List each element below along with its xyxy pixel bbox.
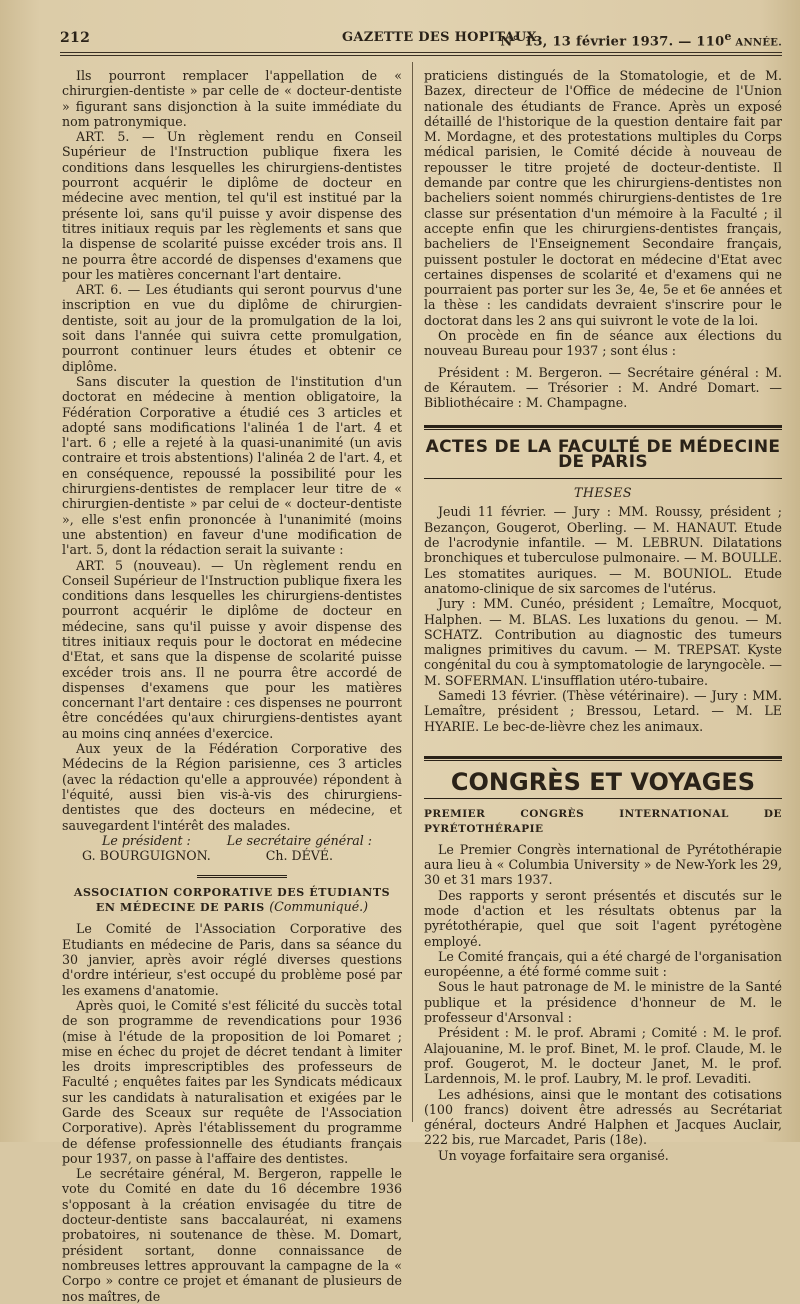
paragraph: Le Comité de l'Association Corporative des Etudiants en médecine de Paris, dans sa séance du 30 janvier, après avoir réglé diverses questions d'ordre intérieur, s'est occupé du problème posé par les examens d'anatomie.	[62, 921, 402, 998]
page-header	[60, 28, 782, 50]
issue-info	[500, 30, 782, 49]
issue-year: ANNÉE.	[731, 37, 782, 49]
section-rule	[424, 425, 782, 430]
paragraph: Le secrétaire général, M. Bergeron, rappelle le vote du Comité en date du 16 décembre 1936 s'opposant à la création envisagée du titre de docteur-dentiste sans baccalauréat, ni examens probatoires, ni soutenance de thèse. M. Domart, président sortant, donne connaissance de nombreuses lettres approuvant la campagne de la « Corpo » contre ce projet et émanant de plusieurs de nos maîtres, de	[62, 1166, 402, 1304]
section-heading-association	[62, 886, 402, 915]
issue-text: N° 13, 13 février 1937. — 110	[500, 34, 725, 50]
paragraph: ART. 6. — Les étudiants qui seront pourvus d'une inscription en vue du diplôme de chirurgien-dentiste, soit au jour de la promulgation de la loi, soit dans l'année qui suivra cette promulgation, pourront continuer leurs études et obtenir ce diplôme.	[62, 282, 402, 374]
paragraph: Les adhésions, ainsi que le montant des cotisations (100 francs) doivent être adressés au Secrétariat général, docteurs André Halphen et Jacques Auclair, 222 bis, rue Marcadet, Paris (18e).	[424, 1086, 782, 1148]
paragraph: On procède en fin de séance aux élections du nouveau Bureau pour 1937 ; sont élus :	[424, 328, 782, 359]
journal-title: GAZETTE DES HOPITAUX	[342, 30, 537, 45]
page-number: 212	[60, 30, 91, 46]
paragraph: Après quoi, le Comité s'est félicité du succès total de son programme de revendications pour 1936 (mise à l'étude de la proposition de loi Pomaret ; mise en échec du projet de décret tendant à limiter les droits imprescriptibles des professeurs de Faculté ; enquêtes faites par les Syndicats médicaux sur les candidats à naturalisation et exigées par le Garde des Sceaux sur requête de l'Association Corporative). Après l'établissement du programme de défense professionnelle des étudiants français pour 1937, on passe à l'affaire des dentistes.	[62, 997, 402, 1166]
issue-sup: e	[724, 30, 732, 43]
column-divider	[412, 62, 413, 1122]
paragraph: Aux yeux de la Fédération Corporative des Médecins de la Région parisienne, ces 3 articles (avec la rédaction qu'elle a approuvée) répondent à l'équité, aussi bien vis-à-vis des chirurgiens-dentistes que des docteurs en médecine, et sauvegardent l'intérêt des malades.	[62, 741, 402, 833]
header-rule-top	[60, 52, 782, 53]
section-heading-congres: CONGRÈS ET VOYAGES	[450, 767, 756, 796]
signatures	[62, 833, 402, 864]
paragraph: Le Comité français, qui a été chargé de l'organisation européenne, a été formé comme suit :	[424, 948, 782, 980]
paragraph: Président : M. le prof. Abrami ; Comité : M. le prof. Alajouanine, M. le prof. Binet, M. le prof. Claude, M. le prof. Gougerot, M. le docteur Janet, M. le prof. Lardennois, M. le prof. Laubry, M. le prof. Levaditi.	[424, 1025, 782, 1087]
signature-role: Le secrétaire général :	[226, 832, 372, 848]
paragraph: Samedi 13 février. (Thèse vétérinaire). — Jury : MM. Lemaître, président ; Bressou, Letard. — M. LE HYARIE. Le bec-de-lièvre chez les animaux.	[424, 687, 782, 734]
paragraph: Un voyage forfaitaire sera organisé.	[438, 1147, 669, 1163]
paragraph: Jury : MM. Cunéo, président ; Lemaître, Mocquot, Halphen. — M. BLAS. Les luxations du genou. — M. SCHATZ. Contribution au diagnostic des tumeurs malignes primitives du cavum. — M. TREPSAT. Kyste congénital du cou à symptomatologie de laryngocèle. — M. SOFERMAN. L'insufflation utéro-tubaire.	[424, 596, 782, 688]
paragraph: Sans discuter la question de l'institution d'un doctorat en médecine à mention obligatoire, la Fédération Corporative a étudié ces 3 articles et adopté sans modifications l'alinéa 1 de l'art. 4 et l'art. 6 ; elle a rejeté à la quasi-unanimité (un avis contraire et trois abstentions) l'alinéa 2 de l'art. 4, et en conséquence, repoussé la possibilité pour les chirurgiens-dentistes de remplacer leur titre de « chirurgien-dentiste » par celui de « docteur-dentiste », elle s'est enfin prononcée à l'unanimité (moins une abstention) en faveur d'une modification de l'art. 5, dont la rédaction serait la suivante :	[62, 373, 402, 558]
paragraph: Président : M. Bergeron. — Secrétaire général : M. de Kérautem. — Trésorier : M. André Domart. — Bibliothécaire : M. Champagne.	[424, 364, 782, 411]
paragraph: Des rapports y seront présentés et discutés sur le mode d'action et les résultats obtenus par la pyrétothérapie, quel que soit l'agent pyrétogène employé.	[424, 887, 782, 949]
section-heading-text: ASSOCIATION CORPORATIVE DES ÉTUDIANTS EN MÉDECINE DE PARIS	[73, 886, 391, 915]
subsection-heading-pyretotherapie: PREMIER CONGRÈS INTERNATIONAL DE PYRÉTOTHÉRAPIE	[424, 808, 782, 836]
paragraph: Jeudi 11 février. — Jury : MM. Roussy, président ; Bezançon, Gougerot, Oberling. — M. HANAUT. Etude de l'acrodynie infantile. — M. LEBRUN. Dilatations bronchiques et tuberculose pulmonaire. — M. BOULLE. Les stomatites auriques. — M. BOUNIOL. Etude anatomo-clinique de six sarcomes de l'utérus.	[424, 504, 782, 596]
divider	[197, 875, 287, 878]
paragraph: ART. 5 (nouveau). — Un règlement rendu en Conseil Supérieur de l'Instruction publique fixera les conditions dans lesquelles les chirurgiens-dentistes pourront acquérir le diplôme de docteur en médecine, sans qu'il puisse y avoir dispense des titres initiaux requis pour le doctorat en médecine d'Etat, et sans que la dispense de scolarité puisse excéder trois ans. Il ne pourra être accordé de dispenses d'examens que pour les matières concernant l'art dentaire : ces dispenses ne pourront être concédées qu'aux chirurgiens-dentistes ayant au moins cinq années d'exercice.	[62, 557, 402, 741]
signature-secretary	[227, 833, 372, 864]
paragraph: Ils pourront remplacer l'appellation de « chirurgien-dentiste » par celle de « docteur-dentiste » figurant sans disjonction à la suite immédiate du nom patronymique.	[62, 68, 402, 129]
communique-label: (Communiqué.)	[269, 899, 369, 915]
signature-name: G. BOURGUIGNON.	[82, 848, 211, 864]
signature-role: Le président :	[102, 832, 191, 848]
right-column	[424, 68, 782, 1163]
section-rule-thin	[424, 478, 782, 479]
section-rule-thin	[424, 798, 782, 799]
theses-heading: THESES	[573, 485, 633, 501]
section-rule	[424, 756, 782, 761]
signature-president	[82, 833, 211, 864]
paragraph: ART. 5. — Un règlement rendu en Conseil Supérieur de l'Instruction publique fixera les conditions dans lesquelles les chirurgiens-dentistes pourront acquérir le diplôme de docteur en médecine avec mention, tel qu'il est institué par la présente loi, sans qu'il puisse y avoir dispense des titres initiaux requis par les règlements et sans que la dispense de scolarité puisse excéder trois ans. Il ne pourra être accordé de dispenses d'examens que pour les matières concernant l'art dentaire.	[62, 129, 402, 282]
paragraph: Sous le haut patronage de M. le ministre de la Santé publique et la présidence d'honneur de M. le professeur d'Arsonval :	[424, 979, 782, 1026]
paragraph: Le Premier Congrès international de Pyrétothérapie aura lieu à « Columbia University » de New-York les 29, 30 et 31 mars 1937.	[424, 841, 782, 888]
section-heading-actes: ACTES DE LA FACULTÉ DE MÉDECINE DE PARIS	[425, 436, 781, 472]
left-column	[62, 68, 402, 1304]
header-rule-bottom	[60, 55, 782, 56]
paragraph: praticiens distingués de la Stomatologie, et de M. Bazex, directeur de l'Office de médecine de l'Union nationale des étudiants de France. Après un exposé détaillé de l'historique de la question dentaire fait par M. Mordagne, et des protestations multiples du Corps médical parisien, le Comité décide à nouveau de repousser le titre projeté de docteur-dentiste. Il demande par contre que les chirurgiens-dentistes non bacheliers soient nommés chirurgiens-dentistes de 1re classe sur présentation d'un mémoire à la Faculté ; il accepte enfin que les chirurgiens-dentistes français, bacheliers de l'Enseignement Secondaire français, puissent postuler le doctorat en médecine d'Etat avec certaines dispenses de scolarité et d'examens qui ne pourraient pas porter sur les 3e, 4e, 5e et 6e années et la thèse : les candidats devraient s'inscrire pour le doctorat dans les 2 ans qui suivront le vote de la loi.	[424, 68, 782, 328]
signature-name: Ch. DÉVÉ.	[265, 848, 334, 864]
